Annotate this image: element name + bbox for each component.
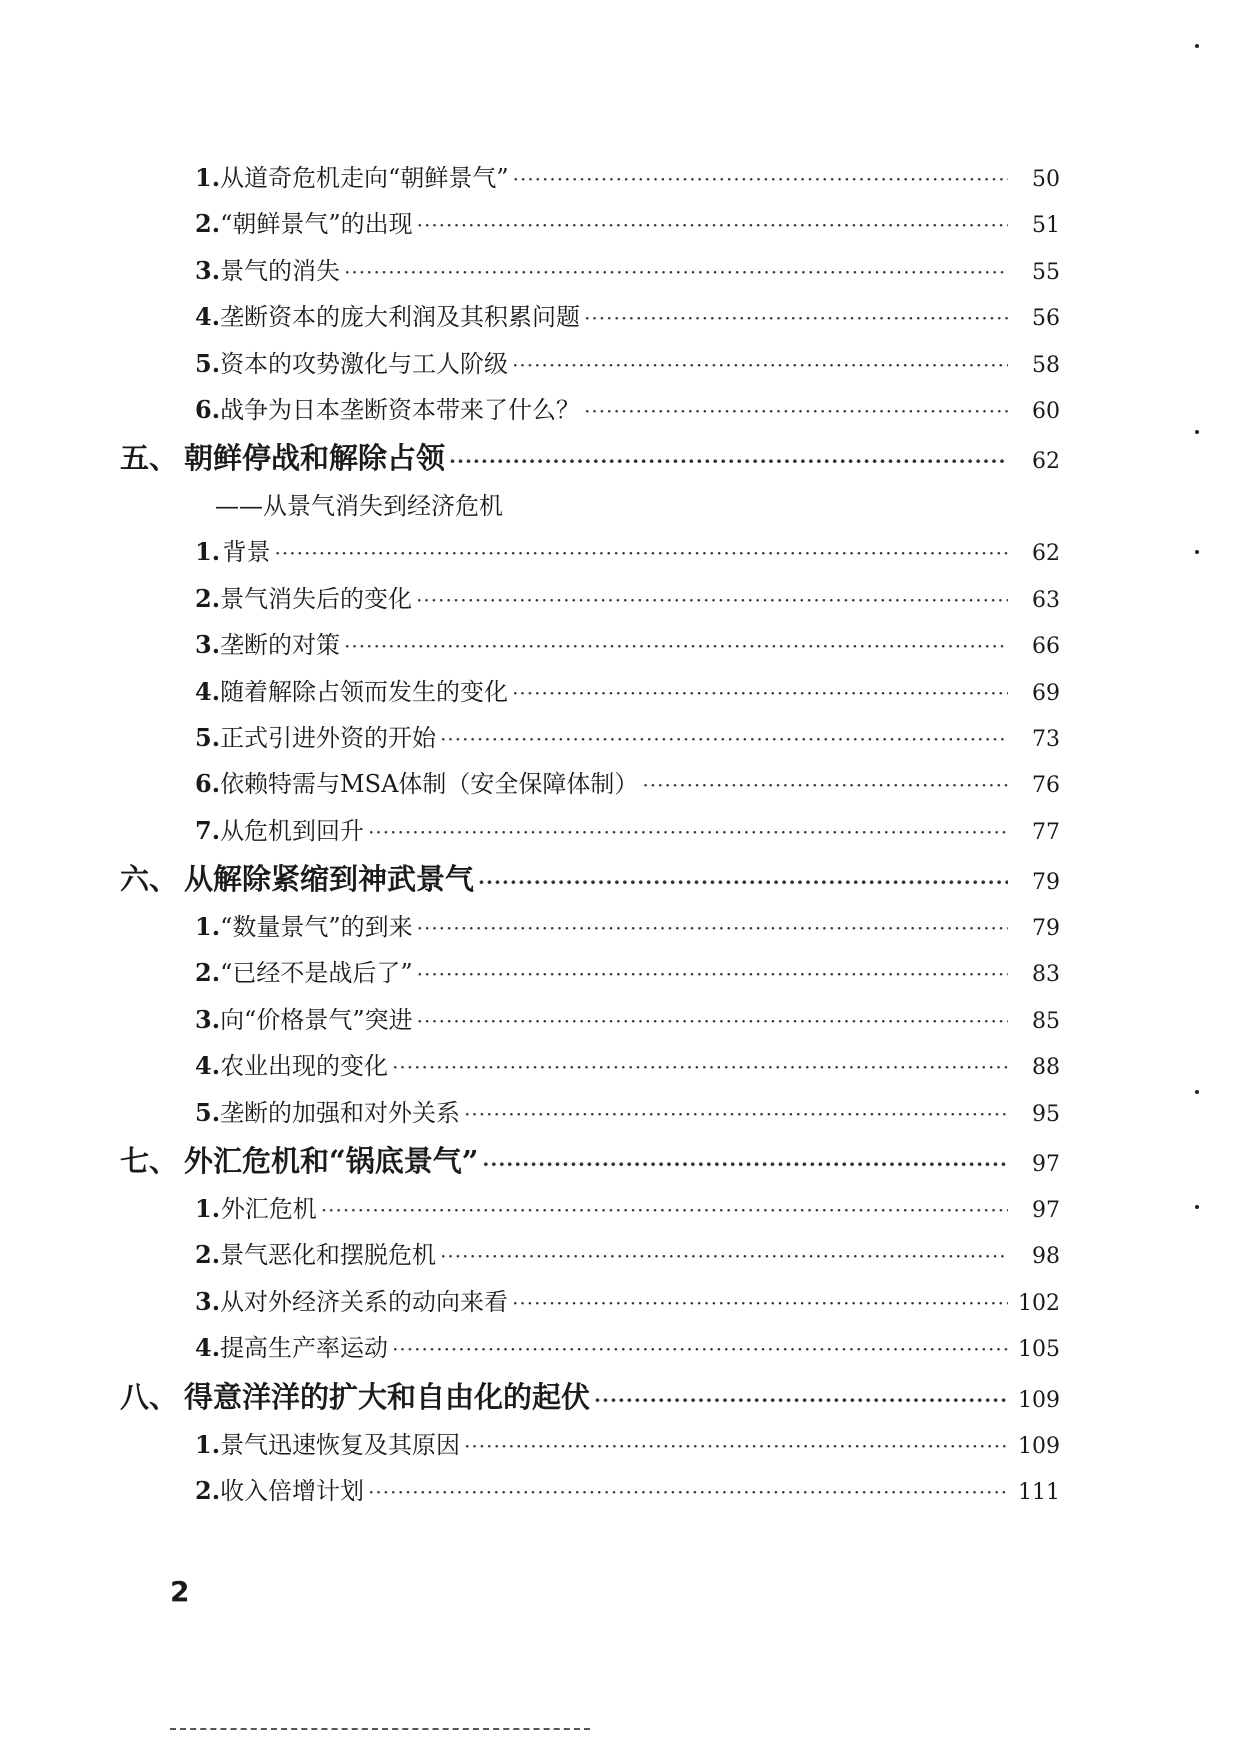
entry-page-number: 62 <box>1032 449 1060 475</box>
entry-title: 景气恶化和摆脱危机 <box>220 1241 437 1270</box>
dot-leader <box>482 1152 1008 1176</box>
dot-leader <box>417 1009 1008 1033</box>
toc-entry <box>120 1425 1060 1471</box>
entry-number: 2. <box>195 583 221 613</box>
entry-page-number: 97 <box>1032 1198 1060 1224</box>
dot-leader <box>417 962 1008 986</box>
dot-leader <box>594 1388 1008 1412</box>
toc-entry <box>120 1093 1060 1139</box>
toc-entry <box>120 1000 1060 1046</box>
entry-title: 垄断的对策 <box>220 631 341 660</box>
entry-title: 从对外经济关系的动向来看 <box>220 1287 509 1316</box>
dot-leader <box>368 1480 1008 1504</box>
toc-entry <box>120 297 1060 343</box>
dot-leader <box>392 1055 1008 1079</box>
dot-leader <box>584 399 1008 423</box>
toc-section-entry <box>120 1375 1060 1425</box>
entry-page-number: 60 <box>1032 398 1060 424</box>
toc-entry <box>120 718 1060 764</box>
entry-number: 3. <box>195 630 221 660</box>
entry-page-number: 102 <box>1018 1290 1060 1316</box>
entry-number: 1. <box>195 912 221 942</box>
dot-leader <box>512 1291 1008 1315</box>
entry-title: 景气消失后的变化 <box>220 584 413 613</box>
dot-leader <box>417 916 1008 940</box>
entry-page-number: 88 <box>1032 1055 1060 1081</box>
entry-title: 农业出现的变化 <box>220 1052 389 1081</box>
toc-entry <box>120 625 1060 671</box>
entry-title: 背景 <box>222 538 271 567</box>
entry-title: 从危机到回升 <box>220 816 365 845</box>
dot-leader <box>440 727 1008 751</box>
entry-page-number: 69 <box>1032 680 1060 706</box>
entry-page-number: 77 <box>1032 819 1060 845</box>
dot-leader <box>344 634 1008 658</box>
dot-leader <box>513 167 1008 191</box>
entry-page-number: 109 <box>1018 1433 1060 1459</box>
entry-number: 3. <box>195 1004 221 1034</box>
entry-page-number: 63 <box>1032 587 1060 613</box>
entry-number: 2. <box>195 958 221 988</box>
dot-leader <box>344 260 1008 284</box>
dot-leader <box>584 306 1008 330</box>
entry-title: 战争为日本垄断资本带来了什么？ <box>220 395 581 424</box>
toc-subtitle <box>120 486 1060 532</box>
toc-entry <box>120 1471 1060 1517</box>
toc-entry <box>120 204 1060 250</box>
dot-leader <box>512 353 1008 377</box>
entry-title: 随着解除占领而发生的变化 <box>220 677 509 706</box>
table-of-contents <box>120 158 1060 1517</box>
entry-number: 4. <box>195 1333 221 1363</box>
dot-leader <box>321 1198 1008 1222</box>
entry-title: ——从景气消失到经济危机 <box>215 492 503 521</box>
entry-title: “数量景气”的到来 <box>220 913 413 942</box>
entry-title: 提高生产率运动 <box>220 1334 389 1363</box>
toc-section-entry <box>120 1139 1060 1189</box>
entry-page-number: 76 <box>1032 773 1060 799</box>
entry-page-number: 73 <box>1032 726 1060 752</box>
entry-page-number: 97 <box>1032 1152 1060 1178</box>
dot-leader <box>417 213 1008 237</box>
entry-title: 资本的攻势激化与工人阶级 <box>220 349 509 378</box>
toc-entry <box>120 1046 1060 1092</box>
dot-leader <box>464 1102 1008 1126</box>
entry-page-number: 79 <box>1032 870 1060 896</box>
entry-page-number: 58 <box>1032 352 1060 378</box>
entry-page-number: 111 <box>1018 1479 1060 1505</box>
toc-entry <box>120 907 1060 953</box>
toc-entry <box>120 1235 1060 1281</box>
entry-number: 七、 <box>120 1144 179 1179</box>
entry-page-number: 50 <box>1032 167 1060 192</box>
toc-entry <box>120 811 1060 857</box>
entry-page-number: 109 <box>1018 1387 1060 1413</box>
toc-entry <box>120 579 1060 625</box>
entry-number: 6. <box>195 769 221 799</box>
toc-entry <box>120 344 1060 390</box>
entry-number: 2. <box>195 1240 221 1270</box>
scan-speck <box>1195 1090 1199 1094</box>
entry-number: 1. <box>195 1194 221 1224</box>
toc-entry <box>120 1328 1060 1374</box>
entry-number: 2. <box>195 1475 221 1505</box>
entry-title: 从解除紧缩到神武景气 <box>184 862 475 897</box>
toc-entry <box>120 1189 1060 1235</box>
toc-entry <box>120 953 1060 999</box>
entry-page-number: 56 <box>1032 306 1060 332</box>
scan-speck <box>1195 1205 1199 1209</box>
entry-page-number: 62 <box>1032 541 1060 567</box>
scan-speck <box>1195 550 1199 554</box>
toc-entry <box>120 672 1060 718</box>
entry-title: 外汇危机和“锅底景气” <box>184 1144 479 1179</box>
dot-leader <box>478 870 1008 894</box>
entry-title: 得意洋洋的扩大和自由化的起伏 <box>184 1379 591 1414</box>
entry-number: 1. <box>195 537 221 567</box>
entry-page-number: 98 <box>1032 1244 1060 1270</box>
entry-number: 1. <box>195 163 221 192</box>
entry-title: 外汇危机 <box>220 1195 317 1224</box>
dot-leader <box>512 681 1008 705</box>
toc-entry <box>120 764 1060 810</box>
entry-title: 收入倍增计划 <box>220 1476 365 1505</box>
toc-section-entry <box>120 436 1060 486</box>
entry-number: 5. <box>195 348 221 378</box>
dot-leader <box>464 1434 1008 1458</box>
entry-title: 向“价格景气”突进 <box>220 1005 413 1034</box>
entry-number: 八、 <box>120 1379 179 1414</box>
entry-number: 5. <box>195 722 221 752</box>
toc-entry <box>120 251 1060 297</box>
entry-number: 4. <box>195 1051 221 1081</box>
scan-speck <box>1195 44 1199 48</box>
toc-entry <box>120 390 1060 436</box>
entry-title: 景气迅速恢复及其原因 <box>220 1430 461 1459</box>
entry-title: “朝鲜景气”的出现 <box>220 210 413 239</box>
dot-leader <box>416 588 1008 612</box>
entry-title: 垄断资本的庞大利润及其积累问题 <box>220 303 581 332</box>
dot-leader <box>392 1337 1008 1361</box>
entry-number: 4. <box>195 302 221 332</box>
entry-title: “已经不是战后了” <box>220 959 413 988</box>
dot-leader <box>440 1244 1008 1268</box>
entry-title: 景气的消失 <box>220 256 341 285</box>
entry-title: 垄断的加强和对外关系 <box>220 1098 461 1127</box>
entry-title: 正式引进外资的开始 <box>220 723 437 752</box>
entry-number: 2. <box>195 209 221 239</box>
entry-title: 依赖特需与MSA体制（安全保障体制） <box>220 770 639 799</box>
entry-page-number: 105 <box>1018 1337 1060 1363</box>
entry-number: 6. <box>195 394 221 424</box>
dot-leader <box>642 773 1008 797</box>
toc-entry <box>120 532 1060 578</box>
dot-leader <box>368 820 1008 844</box>
toc-entry <box>120 1282 1060 1328</box>
toc-entry <box>120 158 1060 204</box>
entry-page-number: 79 <box>1032 916 1060 942</box>
entry-number: 1. <box>195 1429 221 1459</box>
entry-title: 朝鲜停战和解除占领 <box>184 441 446 476</box>
entry-number: 六、 <box>120 862 179 897</box>
entry-number: 5. <box>195 1097 221 1127</box>
dot-leader <box>275 541 1008 565</box>
entry-title: 从道奇危机走向“朝鲜景气” <box>220 164 509 192</box>
bottom-scan-rule <box>170 1728 590 1730</box>
entry-page-number: 83 <box>1032 962 1060 988</box>
entry-page-number: 66 <box>1032 634 1060 660</box>
entry-number: 3. <box>195 255 221 285</box>
entry-page-number: 95 <box>1032 1101 1060 1127</box>
toc-section-entry <box>120 857 1060 907</box>
entry-page-number: 55 <box>1032 259 1060 285</box>
entry-page-number: 85 <box>1032 1008 1060 1034</box>
scan-speck <box>1195 430 1199 434</box>
entry-page-number: 51 <box>1032 213 1060 239</box>
page-number: 2 <box>170 1575 190 1608</box>
dot-leader <box>449 449 1008 473</box>
entry-number: 五、 <box>120 441 179 476</box>
entry-number: 4. <box>195 676 221 706</box>
entry-number: 7. <box>195 815 221 845</box>
entry-number: 3. <box>195 1286 221 1316</box>
